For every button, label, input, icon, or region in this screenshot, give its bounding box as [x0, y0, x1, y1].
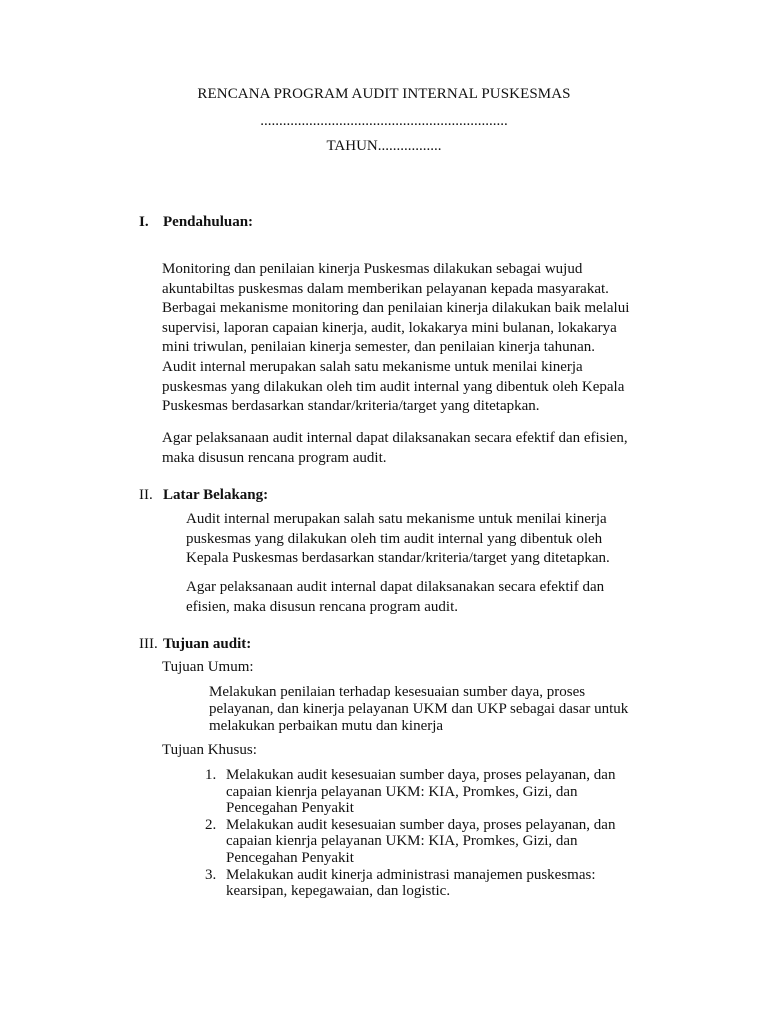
section-1-paragraph-3 [162, 429, 628, 468]
section-3-heading: Tujuan audit: [163, 636, 252, 652]
section-2-number: II. [139, 487, 153, 503]
list-item-line: Pencegahan Penyakit [226, 849, 354, 866]
paragraph-line: efisien, maka disusun rencana program audit. [186, 598, 458, 615]
section-1-paragraph-1 [162, 260, 629, 358]
paragraph-line: puskesmas yang dilakukan oleh tim audit internal yang dibentuk oleh Kepala [162, 378, 625, 395]
list-item [205, 867, 615, 900]
paragraph-line: Audit internal merupakan salah satu mekanisme untuk menilai kinerja [186, 511, 607, 527]
general-objective-text [209, 684, 628, 735]
paragraph-line: melakukan perbaikan mutu dan kinerja [209, 718, 444, 734]
paragraph-line: supervisi, laporan capaian kinerja, audit, lokakarya mini bulanan, lokakarya [162, 319, 617, 336]
paragraph-line: pelayanan, dan kinerja pelayanan UKM dan UKP sebagai dasar untuk [209, 701, 629, 717]
document-title: RENCANA PROGRAM AUDIT INTERNAL PUSKESMAS [197, 86, 571, 102]
paragraph-line: Melakukan penilaian terhadap kesesuaian sumber daya, proses [209, 684, 586, 700]
list-item-line: Melakukan audit kinerja administrasi manajemen puskesmas: [226, 866, 596, 883]
specific-objective-list [205, 767, 615, 900]
section-2-paragraph-2 [186, 578, 604, 617]
list-item-line: Pencegahan Penyakit [226, 800, 354, 817]
list-item-number: 2. [205, 816, 217, 833]
paragraph-line: Kepala Puskesmas berdasarkan standar/kriteria/target yang ditetapkan. [186, 550, 610, 566]
section-2-paragraph-1 [186, 510, 610, 569]
list-item [205, 817, 615, 867]
list-item-number: 3. [205, 866, 217, 883]
paragraph-line: Berbagai mekanisme monitoring dan penilaian kinerja dilakukan baik melalui [162, 300, 630, 316]
section-1-paragraph-2 [162, 358, 624, 417]
section-2-heading: Latar Belakang: [163, 487, 269, 503]
section-1-heading: Pendahuluan: [163, 214, 254, 230]
list-item-line: capaian kienrja pelayanan UKM: KIA, Promkes, Gizi, dan [226, 783, 578, 800]
paragraph-line: Agar pelaksanaan audit internal dapat dilaksanakan secara efektif dan [186, 579, 605, 595]
list-item-number: 1. [205, 767, 217, 783]
specific-objective-label: Tujuan Khusus: [162, 742, 257, 758]
document-subtitle-dots: .................................................................. [260, 113, 508, 129]
paragraph-line: Puskesmas berdasarkan standar/kriteria/target yang ditetapkan. [162, 398, 540, 414]
paragraph-line: Monitoring dan penilaian kinerja Puskesmas dilakukan sebagai wujud [162, 261, 583, 277]
paragraph-line: puskesmas yang dilakukan oleh tim audit internal yang dibentuk oleh [186, 530, 603, 547]
list-item [205, 767, 615, 817]
list-item-line: kearsipan, kepegawaian, dan logistic. [226, 883, 451, 900]
list-item-line: capaian kienrja pelayanan UKM: KIA, Promkes, Gizi, dan [226, 833, 578, 850]
list-item-line: Melakukan audit kesesuaian sumber daya, proses pelayanan, dan [226, 767, 616, 783]
section-1-number: I. [139, 214, 149, 230]
general-objective-label: Tujuan Umum: [162, 659, 254, 675]
paragraph-line: Audit internal merupakan salah satu mekanisme untuk menilai kinerja [162, 359, 583, 375]
paragraph-line: Agar pelaksanaan audit internal dapat dilaksanakan secara efektif dan efisien, [162, 430, 628, 446]
section-3-number: III. [139, 636, 158, 652]
document-year-line: TAHUN................. [326, 138, 442, 154]
list-item-line: Melakukan audit kesesuaian sumber daya, proses pelayanan, dan [226, 816, 616, 833]
paragraph-line: maka disusun rencana program audit. [162, 449, 387, 466]
paragraph-line: mini triwulan, penilaian kinerja semester, dan penilaian kinerja tahunan. [162, 339, 596, 355]
paragraph-line: akuntabiltas puskesmas dalam memberikan pelayanan kepada masyarakat. [162, 280, 609, 297]
